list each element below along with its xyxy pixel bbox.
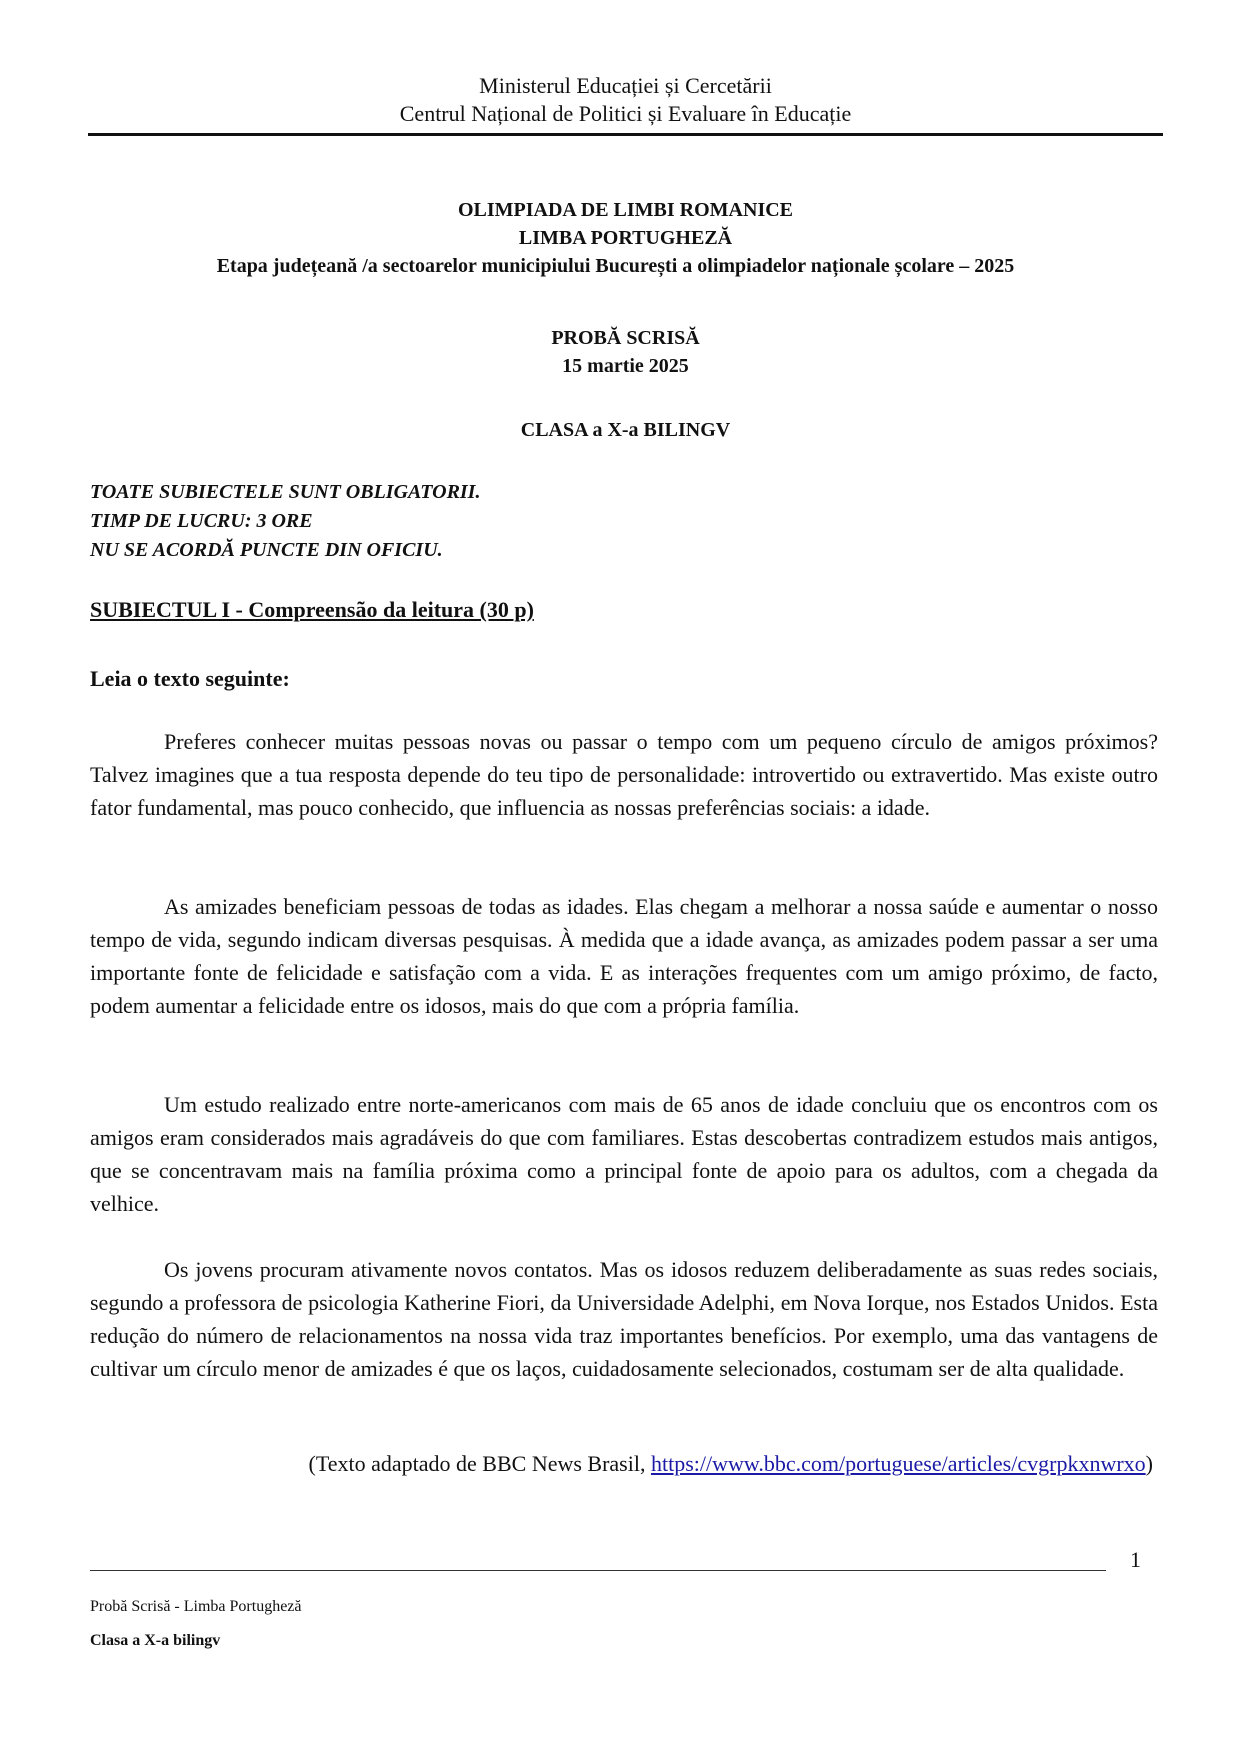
text-paragraph-1: Preferes conhecer muitas pessoas novas ou passar o tempo com um pequeno círculo de amigos próximos? Talvez imagines que a tua resposta depende do teu tipo de personalidade: introvertido ou extravertido. Mas existe outro fator fundamental, mas pouco conhecido, que influencia as nossas preferências sociais: a idade. — [90, 729, 1158, 820]
exam-info — [88, 324, 1163, 380]
rule-mandatory: TOATE SUBIECTELE SUNT OBLIGATORII. — [90, 481, 481, 503]
olympiad-title: OLIMPIADA DE LIMBI ROMANICE — [457, 199, 794, 221]
page-number: 1 — [1130, 1547, 1141, 1572]
ministry-name: Ministerul Educației și Cercetării — [479, 73, 772, 98]
center-name: Centrul Național de Politici și Evaluare în Educație — [399, 101, 852, 126]
text-paragraph-4: Os jovens procuram ativamente novos contatos. Mas os idosos reduzem deliberadamente as suas redes sociais, segundo a professora de psicologia Katherine Fiori, da Universidade Adelphi, em Nova Iorque, nos Estados Unidos. Esta redução do número de relacionamentos na nossa vida traz importantes benefícios. Por exemplo, uma das vantagens de cultivar um círculo menor de amizades é que os laços, cuidadosamente selecionados, costumam ser de alta qualidade. — [90, 1257, 1158, 1381]
exam-date: 15 martie 2025 — [562, 355, 689, 377]
section-heading: SUBIECTUL I - Compreensão da leitura (30 p) — [90, 597, 534, 622]
language-title: LIMBA PORTUGHEZĂ — [518, 227, 733, 249]
source-citation — [309, 1451, 1153, 1477]
exam-class: CLASA a X-a BILINGV — [520, 419, 731, 441]
header-divider — [88, 133, 1163, 136]
stage-title: Etapa județeană /a sectoarelor municipiului București a olimpiadelor naționale școlare – 2025 — [216, 255, 1015, 277]
rule-time: TIMP DE LUCRU: 3 ORE — [90, 510, 313, 532]
source-link[interactable]: https://www.bbc.com/portuguese/articles/cvgrpkxnwrxo — [650, 1451, 1146, 1476]
source-prefix: (Texto adaptado de BBC News Brasil, — [308, 1451, 651, 1476]
footer-exam-label: Probă Scrisă - Limba Portugheză — [90, 1598, 302, 1615]
page-header — [88, 72, 1163, 128]
footer-divider — [90, 1570, 1106, 1571]
footer-class-label: Clasa a X-a bilingv — [90, 1632, 221, 1649]
section-instruction: Leia o texto seguinte: — [90, 666, 290, 691]
text-paragraph-2: As amizades beneficiam pessoas de todas as idades. Elas chegam a melhorar a nossa saúde e aumentar o nosso tempo de vida, segundo indicam diversas pesquisas. À medida que a idade avança, as amizades podem passar a ser uma importante fonte de felicidade e satisfação com a vida. E as interações frequentes com um amigo próximo, de facto, podem aumentar a felicidade entre os idosos, mais do que com a própria família. — [90, 894, 1158, 1018]
document-title — [88, 196, 1163, 280]
text-paragraph-3: Um estudo realizado entre norte-americanos com mais de 65 anos de idade concluiu que os encontros com os amigos eram considerados mais agradáveis do que com familiares. Estas descobertas contradizem estudos mais antigos, que se concentravam mais na família próxima como a principal fonte de apoio para os adultos, com a chegada da velhice. — [90, 1092, 1158, 1216]
exam-type: PROBĂ SCRISĂ — [551, 327, 700, 349]
rule-points: NU SE ACORDĂ PUNCTE DIN OFICIU. — [90, 539, 443, 561]
exam-rules — [90, 478, 480, 565]
source-suffix: ) — [1145, 1451, 1153, 1476]
